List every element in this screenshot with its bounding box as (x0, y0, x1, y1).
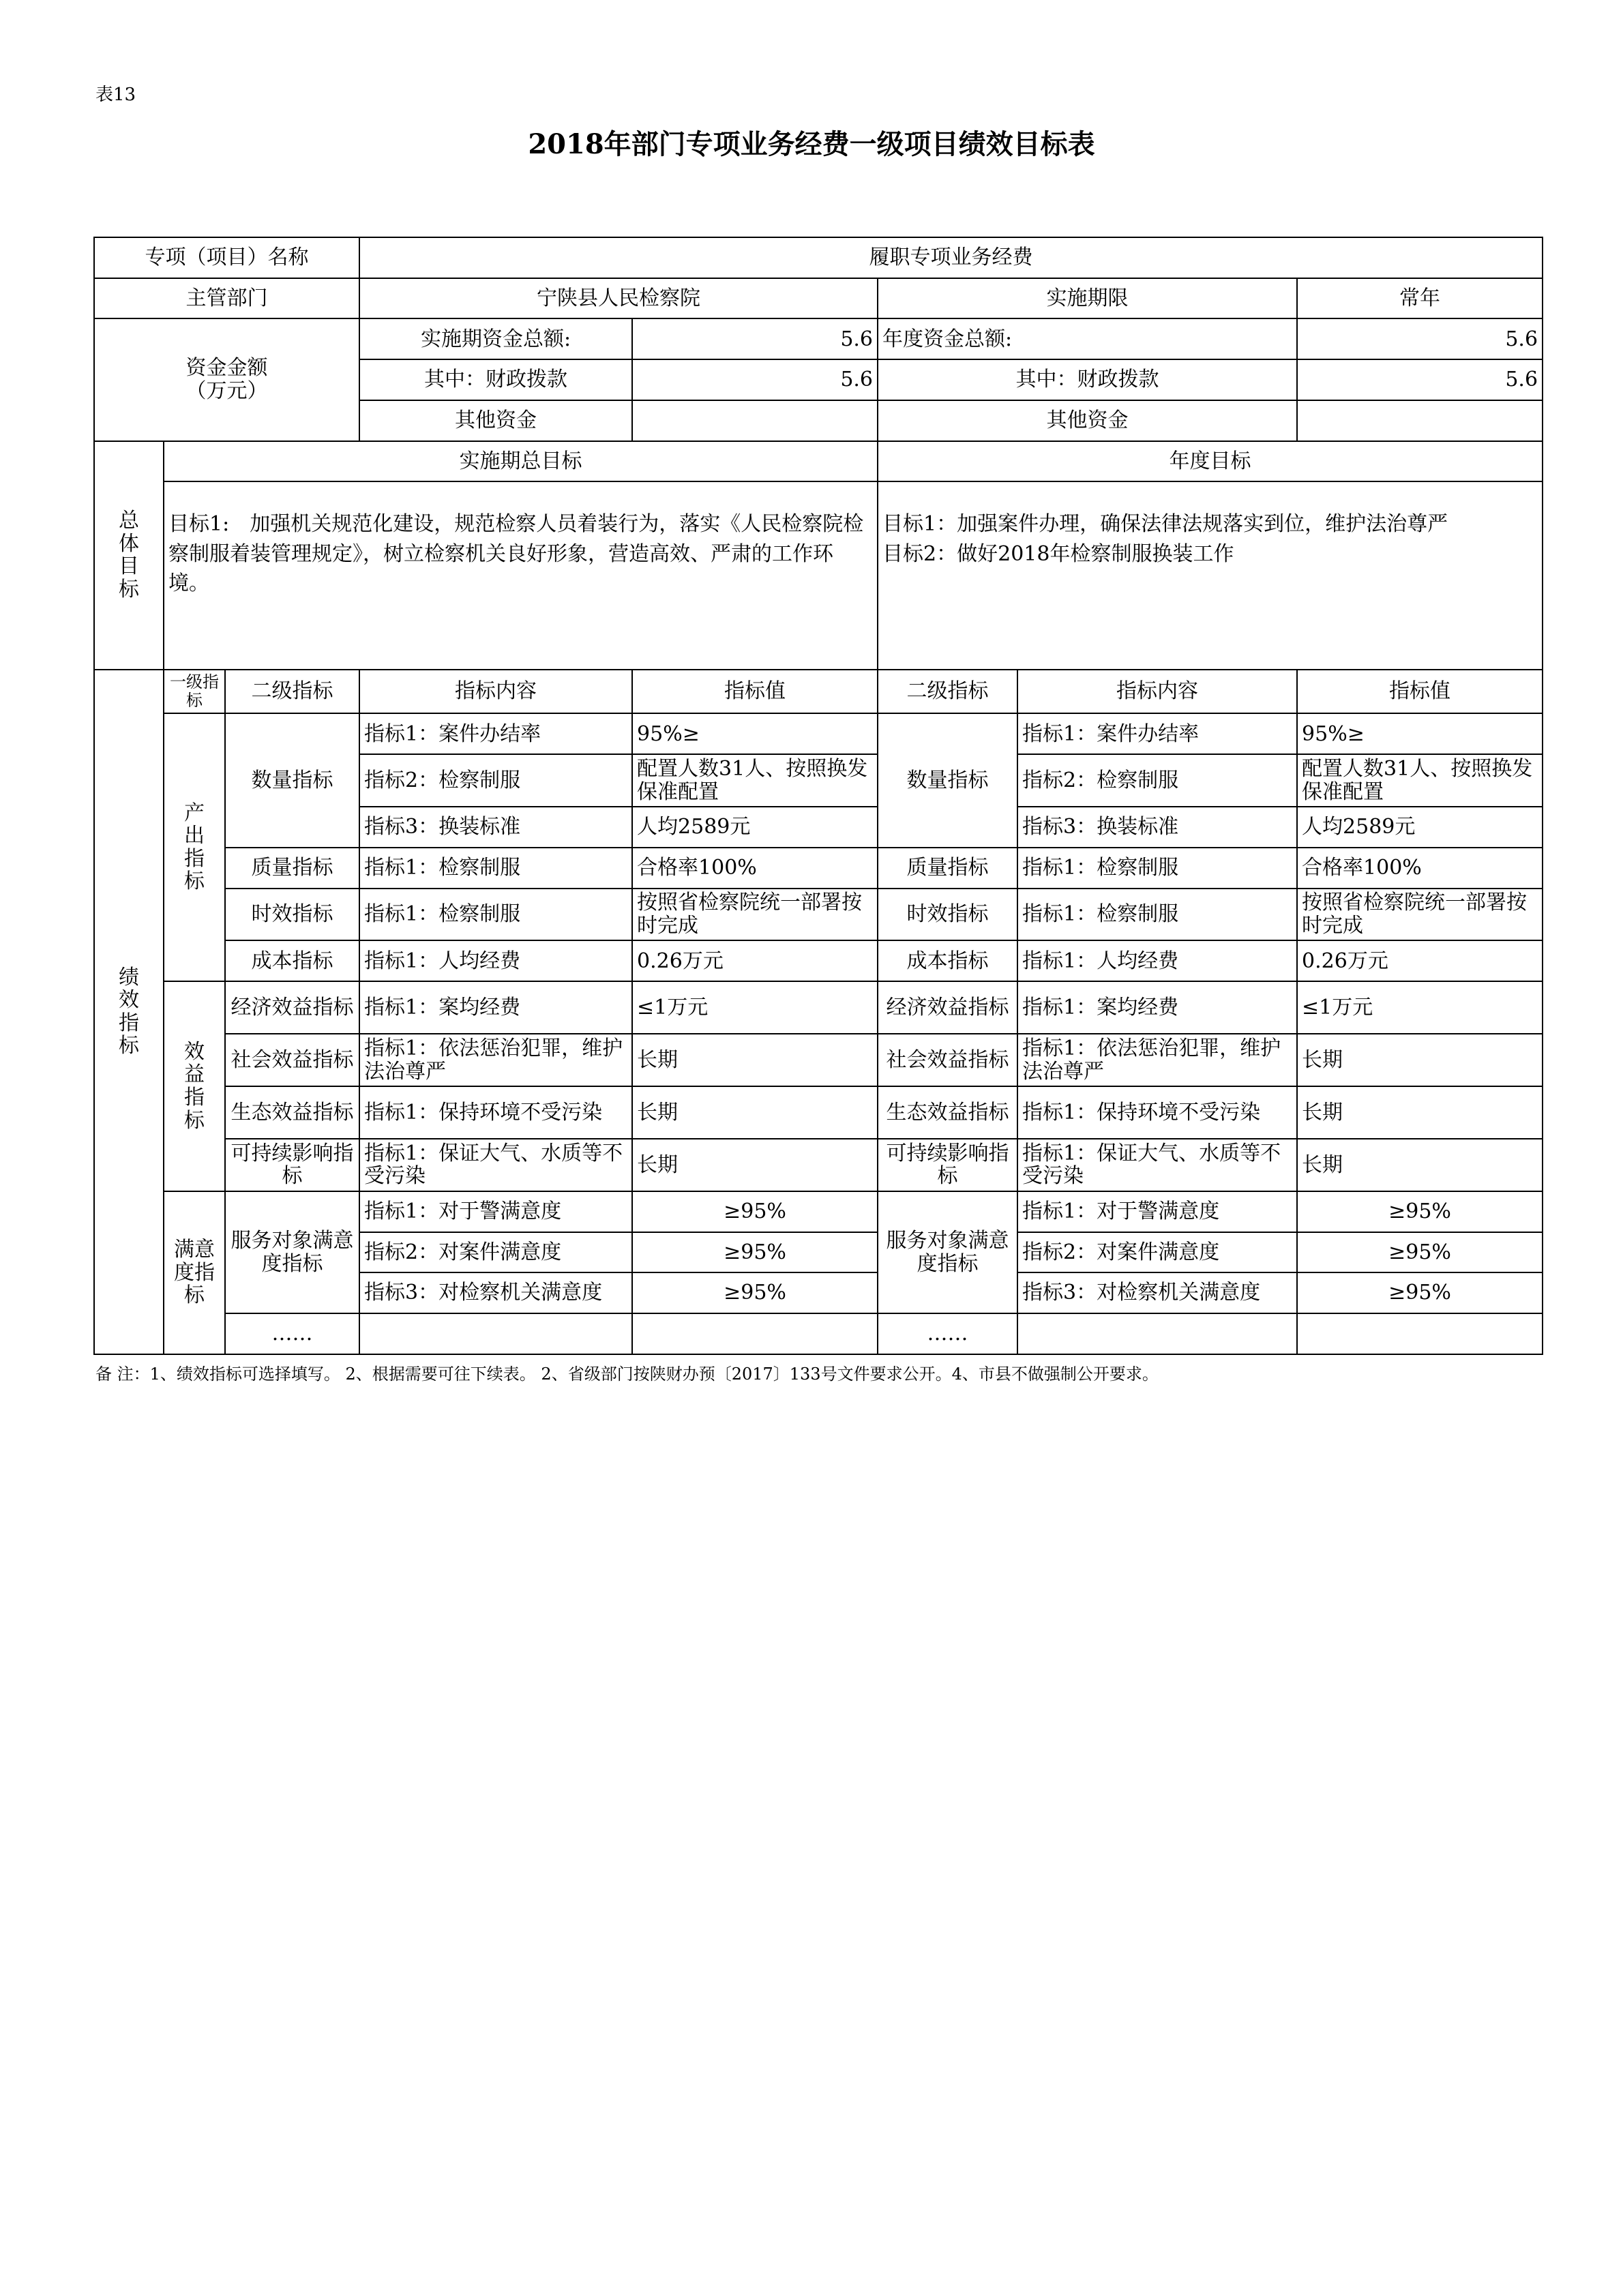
impl-fiscal-label: 其中：财政拨款 (359, 359, 632, 400)
impl-total-label: 实施期资金总额: (359, 318, 632, 359)
performance-char: 标 (119, 1034, 139, 1058)
quantity-content: 指标1：案件办结率 (359, 713, 632, 754)
table-row (94, 889, 1543, 941)
service-label: 服务对象满意度指标 (225, 1191, 359, 1313)
output-indicator-label (164, 713, 225, 981)
level1-header: 一级指标 (164, 670, 225, 714)
ecological-value-annual: 长期 (1297, 1086, 1543, 1139)
quantity-value-annual: 95%≥ (1297, 713, 1543, 754)
table-row (94, 237, 1543, 278)
benefit-char: 标 (184, 1108, 205, 1133)
cost-label: 成本指标 (225, 940, 359, 981)
timeliness-content-annual: 指标1：检察制服 (1017, 889, 1297, 941)
quality-value-annual: 合格率100% (1297, 848, 1543, 889)
sustainable-value-annual: 长期 (1297, 1139, 1543, 1191)
quantity-value: 人均2589元 (632, 807, 878, 848)
quantity-value-annual: 人均2589元 (1297, 807, 1543, 848)
table-row (94, 1086, 1543, 1139)
output-char: 出 (184, 824, 205, 848)
performance-target-table (93, 237, 1543, 1355)
sustainable-content: 指标1：保证大气、水质等不受污染 (359, 1139, 632, 1191)
quantity-content-annual: 指标2：检察制服 (1017, 754, 1297, 807)
annual-target-line: 目标2：做好2018年检察制服换装工作 (882, 541, 1234, 566)
benefit-char: 指 (184, 1086, 205, 1110)
performance-char: 绩 (119, 965, 139, 989)
timeliness-content: 指标1：检察制服 (359, 889, 632, 941)
overall-target-char: 标 (119, 577, 139, 601)
timeliness-label: 时效指标 (225, 889, 359, 941)
economic-label: 经济效益指标 (225, 981, 359, 1034)
economic-content: 指标1：案均经费 (359, 981, 632, 1034)
ecological-label-annual: 生态效益指标 (878, 1086, 1017, 1139)
output-char: 产 (184, 801, 205, 825)
table-row (94, 1191, 1543, 1232)
satisfaction-value-annual: ≥95% (1297, 1232, 1543, 1273)
table-row (94, 1139, 1543, 1191)
table-row (94, 940, 1543, 981)
satisfaction-value-annual: ≥95% (1297, 1272, 1543, 1313)
satisfaction-content-annual: 指标2：对案件满意度 (1017, 1232, 1297, 1273)
ecological-label: 生态效益指标 (225, 1086, 359, 1139)
annual-target-text (878, 481, 1543, 669)
annual-fiscal-label: 其中：财政拨款 (878, 359, 1297, 400)
table-row (94, 1034, 1543, 1086)
quality-label-annual: 质量指标 (878, 848, 1017, 889)
social-label: 社会效益指标 (225, 1034, 359, 1086)
table-row (94, 481, 1543, 669)
ecological-content: 指标1：保持环境不受污染 (359, 1086, 632, 1139)
table-row (94, 441, 1543, 482)
quantity-label-annual: 数量指标 (878, 713, 1017, 847)
timeliness-value-annual: 按照省检察院统一部署按时完成 (1297, 889, 1543, 941)
sustainable-label-annual: 可持续影响指标 (878, 1139, 1017, 1191)
period-label: 实施期限 (878, 278, 1297, 319)
page-title: 2018年部门专项业务经费一级项目绩效目标表 (528, 128, 1095, 160)
impl-fiscal-value: 5.6 (632, 359, 878, 400)
empty-cell (359, 1313, 632, 1354)
quantity-content-annual: 指标3：换装标准 (1017, 807, 1297, 848)
benefit-char: 效 (184, 1039, 205, 1064)
value-header-annual: 指标值 (1297, 670, 1543, 714)
table-row (94, 278, 1543, 319)
sustainable-label: 可持续影响指标 (225, 1139, 359, 1191)
satisfaction-value: ≥95% (632, 1272, 878, 1313)
table-row (94, 318, 1543, 359)
satisfaction-content: 指标3：对检察机关满意度 (359, 1272, 632, 1313)
table-row (94, 1313, 1543, 1354)
social-label-annual: 社会效益指标 (878, 1034, 1017, 1086)
economic-value-annual: ≤1万元 (1297, 981, 1543, 1034)
quality-value: 合格率100% (632, 848, 878, 889)
funds-label: 资金金额 (185, 356, 268, 381)
annual-target-line: 目标1：加强案件办理，确保法律法规落实到位，维护法治尊严 (882, 512, 1448, 537)
quantity-content: 指标2：检察制服 (359, 754, 632, 807)
ellipsis-cell-annual: …… (878, 1313, 1017, 1354)
impl-period-target-text: 目标1: 加强机关规范化建设，规范检察人员着装行为，落实《人民检察院检察制服着装管理规定》，树立检察机关良好形象，营造高效、严肃的工作环境。 (164, 481, 878, 669)
cost-value: 0.26万元 (632, 940, 878, 981)
quality-label: 质量指标 (225, 848, 359, 889)
quality-content-annual: 指标1：检察制服 (1017, 848, 1297, 889)
overall-target-label (94, 441, 164, 670)
table-number-label: 表13 (95, 85, 136, 105)
sustainable-value: 长期 (632, 1139, 878, 1191)
timeliness-value: 按照省检察院统一部署按时完成 (632, 889, 878, 941)
empty-cell (1297, 1313, 1543, 1354)
service-label-annual: 服务对象满意度指标 (878, 1191, 1017, 1313)
content-header-annual: 指标内容 (1017, 670, 1297, 714)
level2-header-annual: 二级指标 (878, 670, 1017, 714)
quantity-content-annual: 指标1：案件办结率 (1017, 713, 1297, 754)
department-value: 宁陕县人民检察院 (359, 278, 878, 319)
output-char: 标 (184, 869, 205, 894)
value-header: 指标值 (632, 670, 878, 714)
impl-period-target-header: 实施期总目标 (164, 441, 878, 482)
project-name-label: 专项（项目）名称 (94, 237, 359, 278)
quality-content: 指标1：检察制服 (359, 848, 632, 889)
output-char: 指 (184, 846, 205, 871)
level2-header: 二级指标 (225, 670, 359, 714)
social-value: 长期 (632, 1034, 878, 1086)
empty-cell (1017, 1313, 1297, 1354)
satisfaction-content-annual: 指标1：对于警满意度 (1017, 1191, 1297, 1232)
table-row (94, 848, 1543, 889)
funds-label-cell (94, 318, 359, 441)
department-label: 主管部门 (94, 278, 359, 319)
social-content: 指标1：依法惩治犯罪，维护法治尊严 (359, 1034, 632, 1086)
content-header: 指标内容 (359, 670, 632, 714)
empty-cell (632, 1313, 878, 1354)
ellipsis-cell: …… (225, 1313, 359, 1354)
performance-char: 效 (119, 988, 139, 1013)
quantity-content: 指标3：换装标准 (359, 807, 632, 848)
overall-target-char: 总 (119, 508, 139, 533)
economic-content-annual: 指标1：案均经费 (1017, 981, 1297, 1034)
cost-label-annual: 成本指标 (878, 940, 1017, 981)
impl-other-value (632, 400, 878, 441)
table-row (94, 670, 1543, 714)
annual-total-value: 5.6 (1297, 318, 1543, 359)
timeliness-label-annual: 时效指标 (878, 889, 1017, 941)
economic-label-annual: 经济效益指标 (878, 981, 1017, 1034)
quantity-label: 数量指标 (225, 713, 359, 847)
cost-content-annual: 指标1：人均经费 (1017, 940, 1297, 981)
satisfaction-value: ≥95% (632, 1232, 878, 1273)
ecological-value: 长期 (632, 1086, 878, 1139)
table-row (94, 981, 1543, 1034)
funds-unit: （万元） (185, 379, 268, 404)
overall-target-char: 体 (119, 531, 139, 556)
social-content-annual: 指标1：依法惩治犯罪，维护法治尊严 (1017, 1034, 1297, 1086)
table-row (94, 713, 1543, 754)
cost-content: 指标1：人均经费 (359, 940, 632, 981)
period-value: 常年 (1297, 278, 1543, 319)
satisfaction-value-annual: ≥95% (1297, 1191, 1543, 1232)
satisfaction-indicator-label: 满意度指标 (164, 1191, 225, 1354)
impl-total-value: 5.6 (632, 318, 878, 359)
satisfaction-value: ≥95% (632, 1191, 878, 1232)
annual-total-label: 年度资金总额: (878, 318, 1297, 359)
social-value-annual: 长期 (1297, 1034, 1543, 1086)
quantity-value-annual: 配置人数31人、按照换发保准配置 (1297, 754, 1543, 807)
satisfaction-content: 指标2：对案件满意度 (359, 1232, 632, 1273)
benefit-char: 益 (184, 1062, 205, 1087)
quantity-value: 配置人数31人、按照换发保准配置 (632, 754, 878, 807)
annual-fiscal-value: 5.6 (1297, 359, 1543, 400)
satisfaction-content: 指标1：对于警满意度 (359, 1191, 632, 1232)
satisfaction-content-annual: 指标3：对检察机关满意度 (1017, 1272, 1297, 1313)
annual-other-value (1297, 400, 1543, 441)
ecological-content-annual: 指标1：保持环境不受污染 (1017, 1086, 1297, 1139)
performance-char: 指 (119, 1011, 139, 1035)
footnote: 备 注：1、绩效指标可选择填写。 2、根据需要可往下续表。 2、省级部门按陕财办预〔2017〕133号文件要求公开。4、市县不做强制公开要求。 (95, 1365, 1159, 1384)
annual-other-label: 其他资金 (878, 400, 1297, 441)
overall-target-char: 目 (119, 554, 139, 579)
project-name-value: 履职专项业务经费 (359, 237, 1543, 278)
annual-target-header: 年度目标 (878, 441, 1543, 482)
sustainable-content-annual: 指标1：保证大气、水质等不受污染 (1017, 1139, 1297, 1191)
cost-value-annual: 0.26万元 (1297, 940, 1543, 981)
quantity-value: 95%≥ (632, 713, 878, 754)
benefit-indicator-label (164, 981, 225, 1191)
economic-value: ≤1万元 (632, 981, 878, 1034)
impl-other-label: 其他资金 (359, 400, 632, 441)
performance-indicator-label (94, 670, 164, 1354)
